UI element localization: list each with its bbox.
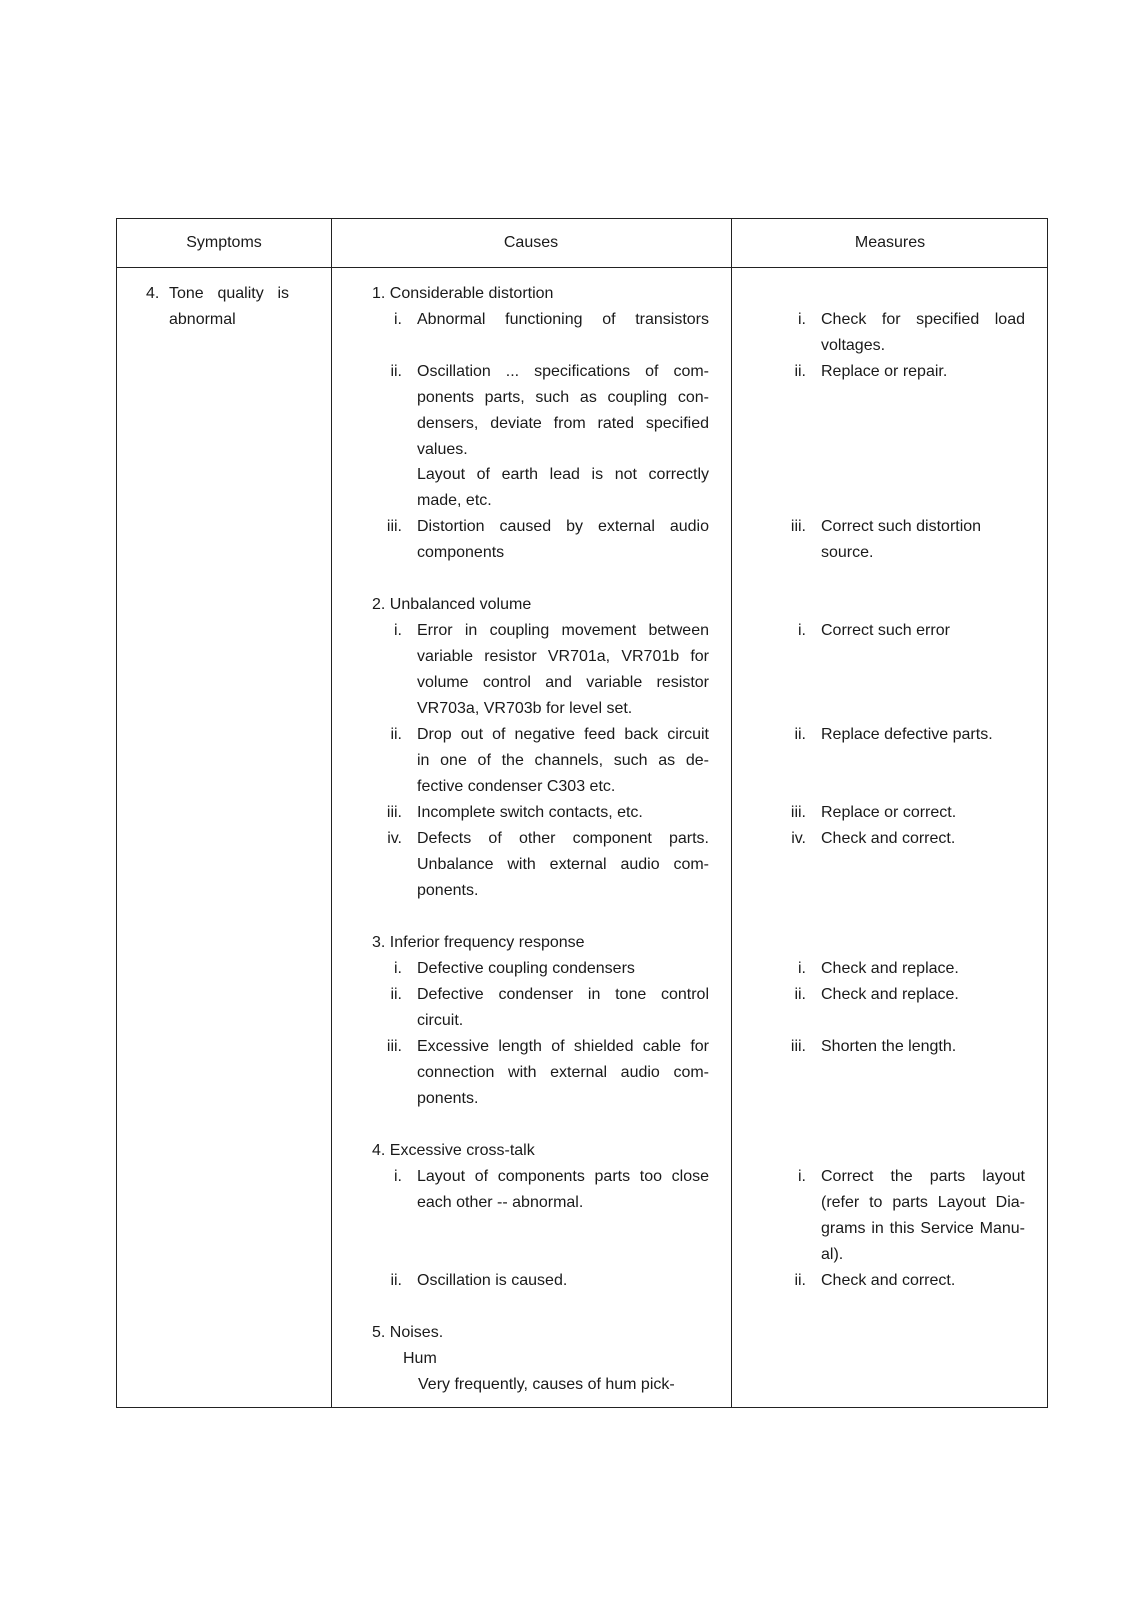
cause-4-ii-num: ii. [390,1272,402,1289]
cause-2-iv-num: iv. [387,830,402,847]
cause-3-iii-line2: connection with external audio com- [417,1064,709,1081]
cause-2-iv-line2: Unbalance with external audio com- [417,856,709,873]
measure-3-i-num: i. [798,960,806,977]
cause-2-i-line3: volume control and variable resistor [417,674,709,691]
cause-1-ii-num: ii. [390,363,402,380]
measure-4-i-line3: grams in this Service Manu- [821,1220,1025,1237]
symptom-text-line2: abnormal [169,311,236,328]
cause-2-ii-line3: fective condenser C303 etc. [417,778,616,795]
cause-4-ii-line1: Oscillation is caused. [417,1272,568,1289]
measure-4-i-line1: Correct the parts layout [821,1168,1025,1185]
cause-5-title: 5. Noises. [372,1324,444,1341]
cause-1-ii-line4: values. [417,441,468,458]
cause-2-iii-line1: Incomplete switch contacts, etc. [417,804,643,821]
measure-1-i-line1: Check for specified load [821,311,1025,328]
cause-2-ii-num: ii. [390,726,402,743]
cause-3-ii-line2: circuit. [417,1012,464,1029]
cause-2-i-line2: variable resistor VR701a, VR701b for [417,648,709,665]
measure-1-ii-num: ii. [794,363,806,380]
cause-5-subtitle: Hum [403,1350,437,1367]
measure-1-iii-num: iii. [790,518,806,535]
measure-3-iii-num: iii. [790,1038,806,1055]
cause-3-iii-num: iii. [386,1038,402,1055]
cause-3-iii-line1: Excessive length of shielded cable for [417,1038,709,1055]
cause-1-title: 1. Considerable distortion [372,285,554,302]
measure-2-i-num: i. [798,622,806,639]
measure-2-iv-line1: Check and correct. [821,830,956,847]
cause-3-title: 3. Inferior frequency response [372,934,585,951]
measure-1-ii-line1: Replace or repair. [821,363,948,380]
measure-1-iii-line2: source. [821,544,874,561]
measure-3-iii-line1: Shorten the length. [821,1038,957,1055]
cause-4-i-line1: Layout of components parts too close [417,1168,709,1185]
measure-2-iv-num: iv. [791,830,806,847]
cause-3-iii-line3: ponents. [417,1090,479,1107]
column-divider-1 [331,219,332,1407]
cause-3-i-line1: Defective coupling condensers [417,960,635,977]
column-divider-2 [731,219,732,1407]
cause-1-ii-line2: ponents parts, such as coupling con- [417,389,709,406]
measure-2-ii-line1: Replace defective parts. [821,726,993,743]
cause-1-i-num: i. [394,311,402,328]
cause-2-i-line1: Error in coupling movement between [417,622,709,639]
measure-2-ii-num: ii. [794,726,806,743]
cause-2-iv-line3: ponents. [417,882,479,899]
cause-4-i-num: i. [394,1168,402,1185]
cause-2-ii-line1: Drop out of negative feed back circuit [417,726,709,743]
measure-1-i-num: i. [798,311,806,328]
measure-1-iii-line1: Correct such distortion [821,518,982,535]
cause-2-iii-num: iii. [386,804,402,821]
cause-1-ii-line6: made, etc. [417,492,492,509]
cause-1-ii-line5: Layout of earth lead is not correctly [417,466,709,483]
symptom-number: 4. [146,285,160,302]
measure-4-i-line4: al). [821,1246,844,1263]
cause-2-ii-line2: in one of the channels, such as de- [417,752,709,769]
cause-4-i-line2: each other -- abnormal. [417,1194,584,1211]
cause-1-ii-line1: Oscillation ... specifications of com- [417,363,709,380]
measure-4-ii-line1: Check and correct. [821,1272,956,1289]
cause-1-iii-line1: Distortion caused by external audio [417,518,709,535]
header-divider [117,267,1047,268]
cause-1-iii-line2: components [417,544,505,561]
cause-5-line1: Very frequently, causes of hum pick- [418,1376,675,1393]
cause-3-ii-num: ii. [390,986,402,1003]
cause-2-i-num: i. [394,622,402,639]
cause-3-ii-line1: Defective condenser in tone control [417,986,709,1003]
measure-4-i-num: i. [798,1168,806,1185]
header-measures: Measures [854,234,926,251]
measure-1-i-line2: voltages. [821,337,886,354]
cause-1-i-line1: Abnormal functioning of transistors [417,311,709,328]
cause-1-ii-line3: densers, deviate from rated specified [417,415,709,432]
measure-4-ii-num: ii. [794,1272,806,1289]
cause-2-i-line4: VR703a, VR703b for level set. [417,700,633,717]
measure-2-iii-line1: Replace or correct. [821,804,957,821]
measure-3-ii-line1: Check and replace. [821,986,959,1003]
cause-3-i-num: i. [394,960,402,977]
header-causes: Causes [503,234,559,251]
measure-3-i-line1: Check and replace. [821,960,959,977]
cause-4-title: 4. Excessive cross-talk [372,1142,535,1159]
symptom-text-line1: Tone quality is [169,285,289,302]
cause-2-title: 2. Unbalanced volume [372,596,532,613]
measure-3-ii-num: ii. [794,986,806,1003]
measure-4-i-line2: (refer to parts Layout Dia- [821,1194,1025,1211]
cause-1-iii-num: iii. [386,518,402,535]
measure-2-i-line1: Correct such error [821,622,950,639]
cause-2-iv-line1: Defects of other component parts. [417,830,709,847]
header-symptoms: Symptoms [186,234,262,251]
measure-2-iii-num: iii. [790,804,806,821]
